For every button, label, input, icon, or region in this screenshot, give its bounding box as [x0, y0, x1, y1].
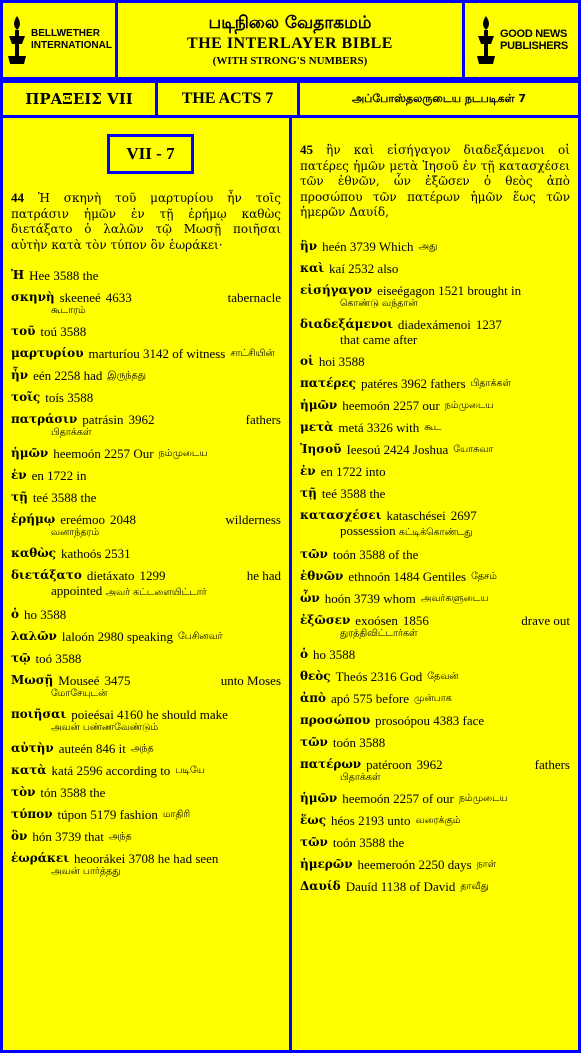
word-entry [11, 568, 281, 600]
greek-word: τῇ [300, 485, 317, 500]
verse-text: Ἡ σκηνὴ τοῦ μαρτυρίου ἦν τοῖς πατράσιν ἡμῶν ἐν τῇ ἐρήμῳ καθὼς διετάξατο ὁ λαλῶν τῷ Μωσῇ ποιῆσαι αὐτὴν κατὰ τὸν τύπον ὃν ἑωράκει· [11, 191, 281, 252]
word-entry [11, 673, 281, 700]
greek-word: ἡμῶν [300, 790, 338, 805]
tamil-meaning: தாவீது [460, 880, 489, 892]
greek-word: κατὰ [11, 763, 47, 777]
english-meaning-text: that came after [340, 331, 418, 347]
greek-word: ὁ [11, 607, 20, 621]
word-entry [11, 290, 281, 317]
transliteration: teé 3588 the [321, 485, 386, 501]
verse-45 [300, 142, 570, 221]
greek-word: καθὼς [11, 546, 56, 560]
spacer [507, 317, 570, 332]
transliteration: kathoós 2531 [60, 546, 131, 561]
tamil-meaning: பிதாக்கள் [470, 377, 512, 389]
word-entry [300, 464, 570, 479]
tamil-meaning: பிதாக்கள் [51, 427, 92, 438]
greek-word: ποιῆσαι [11, 707, 67, 721]
greek-word: ὃν [11, 829, 28, 843]
tamil-meaning: மாதிரி [162, 809, 191, 820]
greek-word: πατέρων [300, 756, 362, 771]
greek-word: τὸν [11, 785, 36, 799]
transliteration: exoósen [355, 612, 398, 628]
greek-word: τῶν [300, 546, 328, 561]
tamil-meaning: அந்த [130, 743, 154, 754]
greek-word: Ἡ [11, 268, 25, 282]
tamil-meaning: வனாந்தரம் [51, 527, 100, 538]
tamil-meaning: பேசினவர் [178, 631, 223, 642]
word-entry [300, 757, 570, 784]
word-entry [300, 239, 570, 254]
word-entry [300, 486, 570, 501]
strongs-number: 3475 [104, 673, 131, 688]
word-entry [300, 791, 570, 806]
word-entry [300, 317, 570, 347]
greek-word: διετάξατο [11, 568, 82, 582]
transliteration: en 1722 into [320, 463, 386, 479]
word-entry [11, 785, 281, 800]
word-entry [300, 879, 570, 894]
greek-word: εἰσήγαγον [300, 282, 373, 297]
tamil-meaning: கூடாரம் [51, 305, 86, 316]
word-entry [300, 669, 570, 684]
word-entry [11, 607, 281, 622]
transliteration: en 1722 in [31, 468, 87, 483]
tamil-meaning: இருந்தது [107, 370, 146, 381]
strongs-number: 1299 [139, 568, 166, 583]
spacer [482, 508, 570, 523]
word-entry [11, 390, 281, 405]
english-meaning: fathers [534, 756, 570, 772]
right-logo-line1: GOOD NEWS [500, 28, 568, 40]
tamil-meaning: அவன் பார்த்தது [51, 866, 121, 877]
strongs-number: 3962 [416, 756, 443, 772]
word-entry [11, 512, 281, 539]
book-title-greek: ΠΡΑΞΕΙΣ VII [0, 80, 158, 118]
greek-word: ἡμῶν [300, 397, 338, 412]
word-entry [300, 398, 570, 413]
greek-word: ἕως [300, 812, 327, 827]
verse-44 [11, 190, 281, 253]
greek-word: αὐτὴν [11, 741, 54, 755]
tamil-meaning: அவன் பண்ணவேண்டும் [51, 722, 159, 733]
greek-word: ἐν [11, 468, 27, 482]
word-entry [300, 857, 570, 872]
greek-word: ἦν [11, 368, 29, 382]
transliteration: kaí 2532 also [329, 260, 399, 276]
greek-word: τοῖς [11, 390, 41, 404]
greek-word: θεὸς [300, 668, 331, 683]
tamil-meaning: அவர்களுடைய [420, 592, 489, 604]
word-entry [300, 547, 570, 562]
transliteration: toís 3588 [45, 390, 94, 405]
english-meaning: he had [246, 568, 281, 583]
transliteration: patéroon [366, 756, 412, 772]
page-subtitle: (WITH STRONG'S NUMBERS) [212, 55, 368, 67]
transliteration: heén 3739 Which [322, 238, 414, 254]
transliteration: patrásin [82, 412, 124, 427]
tamil-meaning: கூட [424, 421, 442, 433]
word-list-left [11, 268, 281, 878]
strongs-number: 1237 [475, 316, 502, 332]
transliteration: Mouseé [58, 673, 100, 688]
word-entry [300, 376, 570, 391]
transliteration: laloón 2980 speaking [61, 629, 174, 644]
word-entry [11, 629, 281, 644]
transliteration: katá 2596 according to [51, 763, 171, 778]
english-meaning: fathers [245, 412, 281, 427]
strongs-number: 1856 [402, 612, 429, 628]
english-meaning-text: appointed [51, 583, 103, 598]
tamil-meaning: முன்பாக [414, 692, 452, 704]
word-entry [11, 268, 281, 283]
transliteration: auteén 846 it [58, 741, 126, 756]
left-logo-line1: BELLWETHER [31, 28, 100, 39]
english-meaning: wilderness [225, 512, 281, 527]
word-entry [300, 591, 570, 606]
word-entry [11, 324, 281, 339]
transliteration: túpon 5179 fashion [57, 807, 158, 822]
bellwether-logo-box [0, 0, 118, 80]
transliteration: toó 3588 [35, 651, 82, 666]
strongs-number: 2697 [450, 507, 477, 523]
transliteration: heoorákei 3708 he had seen [74, 851, 219, 866]
transliteration: ereémoo [60, 512, 105, 527]
tamil-meaning: தேவன் [427, 670, 459, 682]
transliteration: toú 3588 [40, 324, 87, 339]
word-entry [300, 691, 570, 706]
word-entry [11, 707, 281, 734]
word-entry [300, 354, 570, 369]
right-column [289, 115, 581, 1053]
transliteration: teé 3588 the [32, 490, 97, 505]
lamp-icon [6, 14, 28, 66]
transliteration: heemoón 2257 our [342, 397, 440, 413]
greek-word: λαλῶν [11, 629, 57, 643]
english-meaning-cont [300, 332, 570, 347]
page-title: THE INTERLAYER BIBLE [187, 35, 393, 52]
word-entry [300, 508, 570, 540]
tamil-meaning: அந்த [108, 831, 132, 842]
word-entry [300, 813, 570, 828]
transliteration: ho 3588 [313, 646, 356, 662]
title-box [115, 0, 465, 80]
transliteration: ethnoón 1484 Gentiles [348, 568, 467, 584]
strongs-number: 3962 [128, 412, 155, 427]
transliteration: toón 3588 [332, 734, 386, 750]
lamp-icon [475, 14, 497, 66]
word-entry [300, 442, 570, 457]
greek-word: ἐν [300, 463, 316, 478]
transliteration: hoi 3588 [318, 353, 365, 369]
word-entry [300, 569, 570, 584]
transliteration: prosoópou 4383 face [375, 712, 485, 728]
bellwether-logo [6, 14, 112, 66]
greek-word: τῇ [11, 490, 28, 504]
greek-word: οἱ [300, 353, 314, 368]
greek-word: τύπον [11, 807, 53, 821]
transliteration: kataschései [386, 507, 446, 523]
transliteration: Dauíd 1138 of David [345, 878, 456, 894]
transliteration: poieésai 4160 he should make [71, 707, 228, 722]
english-meaning: tabernacle [227, 290, 281, 305]
greek-word: διαδεξάμενοι [300, 316, 393, 331]
greek-word: ἡμερῶν [300, 856, 353, 871]
transliteration: heemeroón 2250 days [357, 856, 472, 872]
word-entry [300, 713, 570, 728]
transliteration: eén 2258 had [33, 368, 103, 383]
tamil-meaning: யோசுவா [453, 443, 494, 455]
tamil-meaning: நாள் [476, 858, 497, 870]
tamil-meaning: தேசம் [471, 570, 497, 582]
greek-word: ἑωράκει [11, 851, 70, 865]
transliteration: Theós 2316 God [335, 668, 423, 684]
word-entry [11, 412, 281, 439]
word-entry [11, 763, 281, 778]
transliteration: marturíou 3142 of witness [88, 346, 226, 361]
transliteration: Ieesoú 2424 Joshua [346, 441, 449, 457]
greek-word: μαρτυρίου [11, 346, 84, 360]
transliteration: toón 3588 of the [332, 546, 419, 562]
tamil-meaning: படியே [175, 765, 205, 776]
strongs-number: 4633 [105, 290, 132, 305]
transliteration: héos 2193 unto [331, 812, 411, 828]
word-entry [11, 368, 281, 383]
greek-word: ἐρήμῳ [11, 512, 56, 526]
greek-word: ἡμῶν [11, 446, 49, 460]
greek-word: ἐξῶσεν [300, 612, 351, 627]
tamil-meaning: நம்முடைய [458, 792, 508, 804]
verse-number: 44 [11, 190, 24, 205]
right-logo-line2: PUBLISHERS [500, 40, 568, 52]
greek-word: τῷ [11, 651, 31, 665]
english-meaning-text: possession [340, 522, 396, 538]
chapter-label: VII - 7 [107, 134, 194, 174]
greek-word: πατέρες [300, 375, 356, 390]
greek-word: καὶ [300, 260, 325, 275]
transliteration: tón 3588 the [40, 785, 106, 800]
english-meaning-cont [11, 583, 281, 600]
word-entry [300, 735, 570, 750]
word-entry [11, 446, 281, 461]
word-entry [11, 829, 281, 844]
greek-word: σκηνὴ [11, 290, 55, 304]
word-entry [11, 346, 281, 361]
transliteration: hón 3739 that [32, 829, 104, 844]
greek-word: μετὰ [300, 419, 334, 434]
tamil-meaning: அது [418, 240, 438, 252]
transliteration: patéres 3962 fathers [360, 375, 466, 391]
word-entry [300, 283, 570, 310]
tamil-meaning: நம்முடைய [444, 399, 494, 411]
tamil-meaning: பிதாக்கள் [340, 771, 381, 783]
greek-word: ἣν [300, 238, 318, 253]
tamil-meaning: கட்டிக்கொண்டது [398, 526, 473, 538]
greek-word: πατράσιν [11, 412, 78, 426]
verse-number: 45 [300, 142, 313, 157]
word-entry [300, 647, 570, 662]
transliteration: eiseégagon 1521 brought in [377, 282, 522, 298]
word-entry [11, 468, 281, 483]
greek-word: τῶν [300, 834, 328, 849]
greek-word: Δαυίδ [300, 878, 341, 893]
greek-word: κατασχέσει [300, 507, 382, 522]
transliteration: heemoón 2257 Our [53, 446, 154, 461]
transliteration: heemoón 2257 of our [342, 790, 454, 806]
transliteration: toón 3588 the [332, 834, 405, 850]
transliteration: hoón 3739 whom [324, 590, 416, 606]
tamil-meaning: நம்முடைய [158, 448, 208, 459]
goodnews-logo [475, 14, 568, 66]
word-entry [11, 741, 281, 756]
english-meaning: unto Moses [220, 673, 281, 688]
greek-word: ὧν [300, 590, 320, 605]
word-entry [11, 851, 281, 878]
transliteration: dietáxato [86, 568, 135, 583]
word-entry [11, 490, 281, 505]
greek-word: προσώπου [300, 712, 371, 727]
word-entry [11, 651, 281, 666]
book-title-tamil: அப்போஸ்தலருடைய நடபடிகள் 7 [297, 80, 581, 118]
word-entry [11, 546, 281, 561]
tamil-meaning: சாட்சியின் [230, 348, 275, 359]
greek-word: Ἰησοῦ [300, 441, 342, 456]
transliteration: skeeneé [59, 290, 101, 305]
greek-word: ἀπὸ [300, 690, 327, 705]
transliteration: metá 3326 with [338, 419, 420, 435]
tamil-meaning: கொண்டு வந்தான் [340, 297, 418, 309]
left-column [0, 115, 292, 1053]
title-tamil: படிநிலை வேதாகமம் [208, 13, 372, 33]
word-entry [11, 807, 281, 822]
greek-word: Μωσῇ [11, 673, 54, 687]
word-entry [300, 420, 570, 435]
transliteration: Hee 3588 the [29, 268, 99, 283]
transliteration: apó 575 before [331, 690, 409, 706]
greek-word: τοῦ [11, 324, 36, 338]
word-entry [300, 261, 570, 276]
english-meaning: drave out [521, 612, 570, 628]
tamil-meaning: துரத்திவிட்டார்கள் [340, 627, 418, 639]
tamil-meaning: மோசேயுடன் [51, 688, 108, 699]
strongs-number: 2048 [109, 512, 136, 527]
left-logo-line2: INTERNATIONAL [31, 40, 112, 51]
greek-word: ἐθνῶν [300, 568, 344, 583]
goodnews-logo-box [462, 0, 581, 80]
transliteration: diadexámenoi [397, 316, 471, 332]
greek-word: τῶν [300, 734, 328, 749]
greek-word: ὁ [300, 646, 309, 661]
word-entry [300, 613, 570, 640]
tamil-meaning: அவர் கட்டளையிட்டார் [105, 587, 207, 598]
transliteration: ho 3588 [24, 607, 67, 622]
tamil-meaning: வரைக்கும் [415, 814, 461, 826]
english-meaning-cont [300, 523, 570, 540]
book-title-english: THE ACTS 7 [155, 80, 300, 118]
verse-text: ἣν καὶ εἰσήγαγον διαδεξάμενοι οἱ πατέρες ἡμῶν μετὰ Ἰησοῦ ἐν τῇ κατασχέσει τῶν ἐθνῶν, ὧν ἐξῶσεν ὁ θεὸς ἀπὸ προσώπου τῶν πατέρων ἡμῶν ἕως τῶν ἡμερῶν Δαυίδ, [300, 143, 570, 219]
word-list-right [300, 239, 570, 894]
word-entry [300, 835, 570, 850]
